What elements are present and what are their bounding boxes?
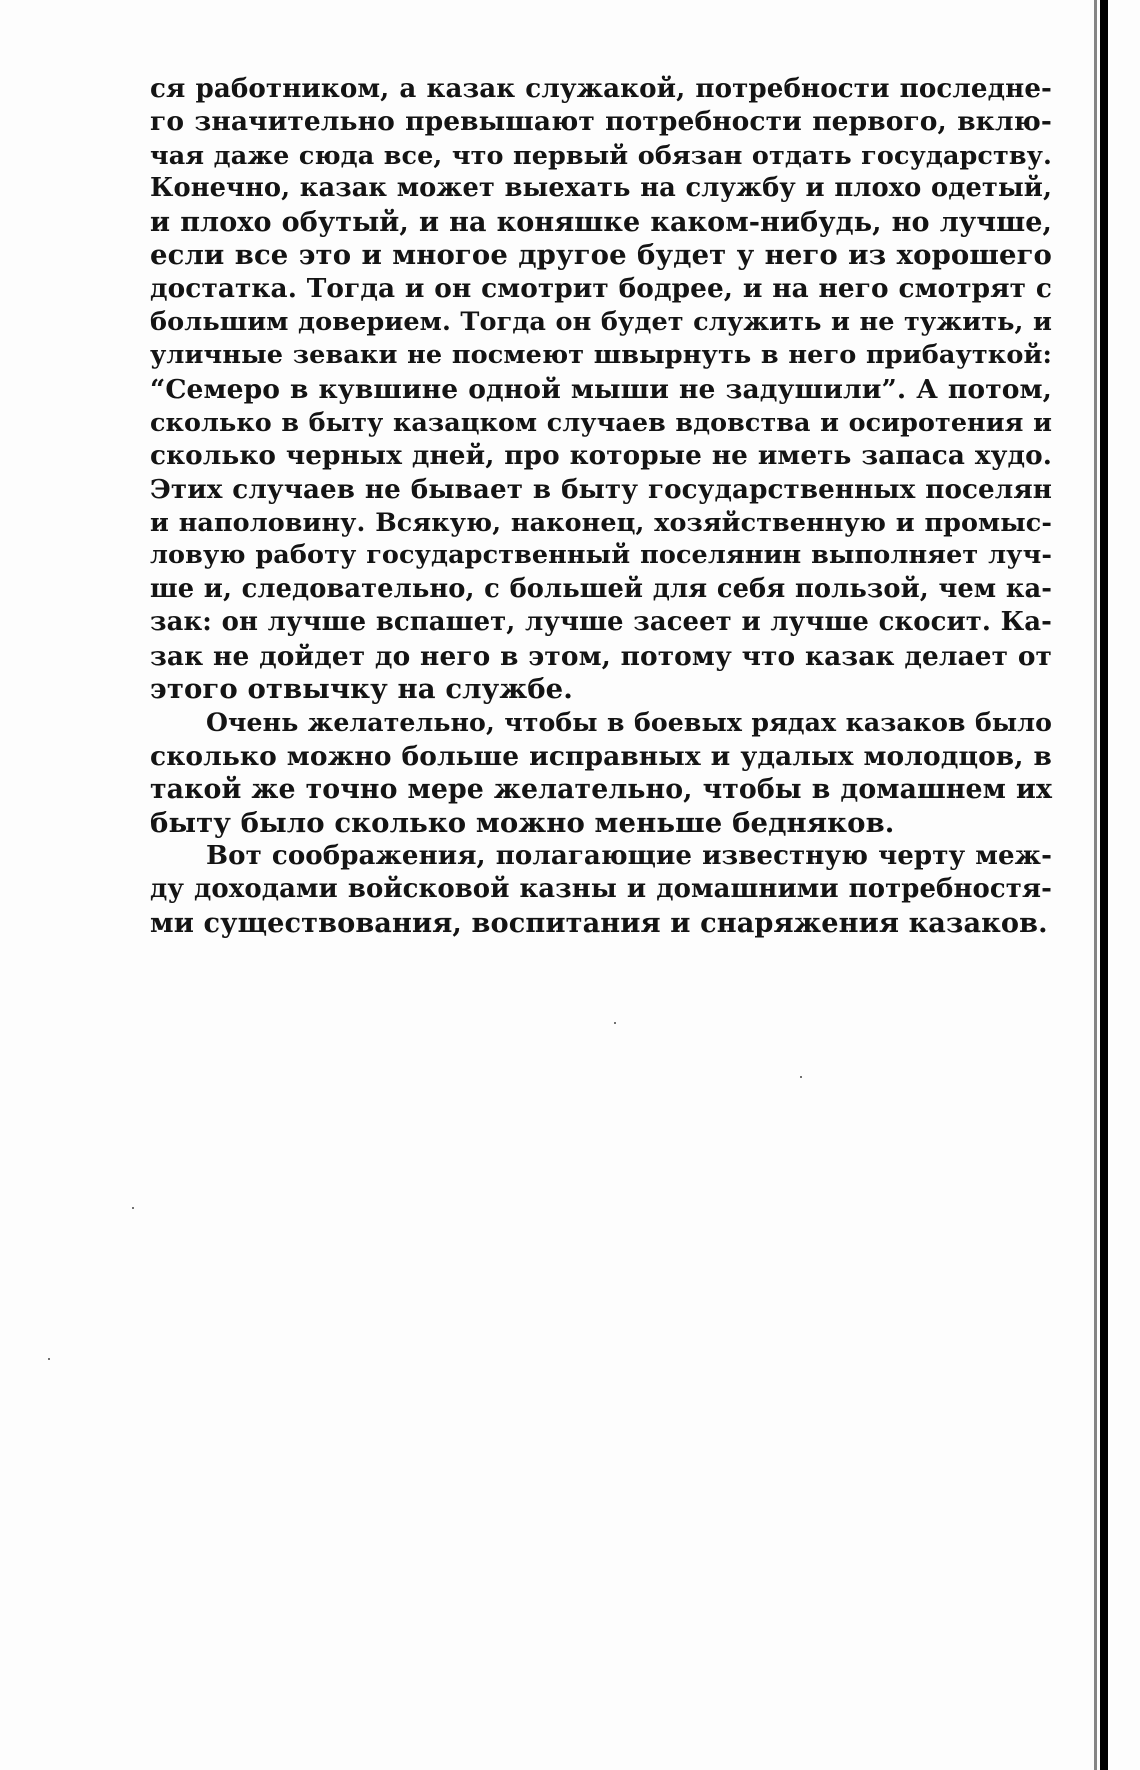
dust-speck [614, 1022, 616, 1024]
paragraph [150, 706, 1052, 840]
text-line: Очень желательно, чтобы в боевых рядах казаков было [206, 707, 1052, 738]
text-line: ловую работу государственный поселянин выполняет луч- [150, 540, 1052, 571]
text-line: и плохо обутый, и на коняшке каком-нибудь, но лучше, [150, 206, 1052, 238]
paragraph [150, 840, 1052, 940]
text-line: зак не дойдет до него в этом, потому что казак делает от [150, 640, 1052, 672]
text-line: ми существования, воспитания и снаряжения казаков. [150, 906, 1048, 939]
text-line: уличные зеваки не посмеют швырнуть в него прибауткой: [150, 340, 1052, 371]
text-line: сколько можно больше исправных и удалых молодцов, в [150, 740, 1052, 772]
text-line: если все это и многое другое будет у него из хорошего [150, 238, 1052, 271]
text-line: быту было сколько можно меньше бедняков. [150, 806, 895, 839]
scan-shadow [1094, 0, 1097, 1770]
text-line: “Семеро в кувшине одной мыши не задушили”. А потом, [150, 373, 1052, 405]
text-line: зак: он лучше вспашет, лучше засеет и лучше скосит. Ка- [150, 607, 1052, 638]
text-line: достатка. Тогда и он смотрит бодрее, и на него смотрят с [150, 273, 1052, 305]
text-line: ся работником, а казак служакой, потребности последне- [150, 73, 1052, 104]
text-line: сколько в быту казацком случаев вдовства и осиротения и [150, 406, 1052, 437]
text-line: чая даже сюда все, что первый обязан отдать государству. [150, 139, 1052, 170]
text-line: ше и, следовательно, с большей для себя пользой, чем ка- [150, 573, 1052, 604]
text-line: го значительно превышают потребности первого, вклю- [150, 106, 1052, 138]
text-line: Конечно, казак может выехать на службу и плохо одетый, [150, 173, 1052, 204]
text-line: такой же точно мере желательно, чтобы в домашнем их [150, 774, 1052, 806]
dust-speck [48, 1358, 50, 1360]
scan-edge-bar [1100, 0, 1108, 1770]
text-line: Этих случаев не бывает в быту государственных поселян [150, 473, 1052, 505]
body-text [150, 72, 1052, 940]
text-line: сколько черных дней, про которые не иметь запаса худо. [150, 440, 1052, 472]
text-line: большим доверием. Тогда он будет служить и не тужить, и [150, 306, 1052, 337]
paragraph [150, 72, 1052, 706]
text-line: этого отвычку на службе. [150, 673, 573, 706]
dust-speck [132, 1207, 134, 1209]
text-line: Вот соображения, полагающие известную черту меж- [206, 840, 1052, 871]
text-line: и наполовину. Всякую, наконец, хозяйственную и промыс- [150, 507, 1052, 538]
text-line: ду доходами войсковой казны и домашними потребностя- [150, 874, 1052, 905]
dust-speck [800, 1076, 802, 1078]
